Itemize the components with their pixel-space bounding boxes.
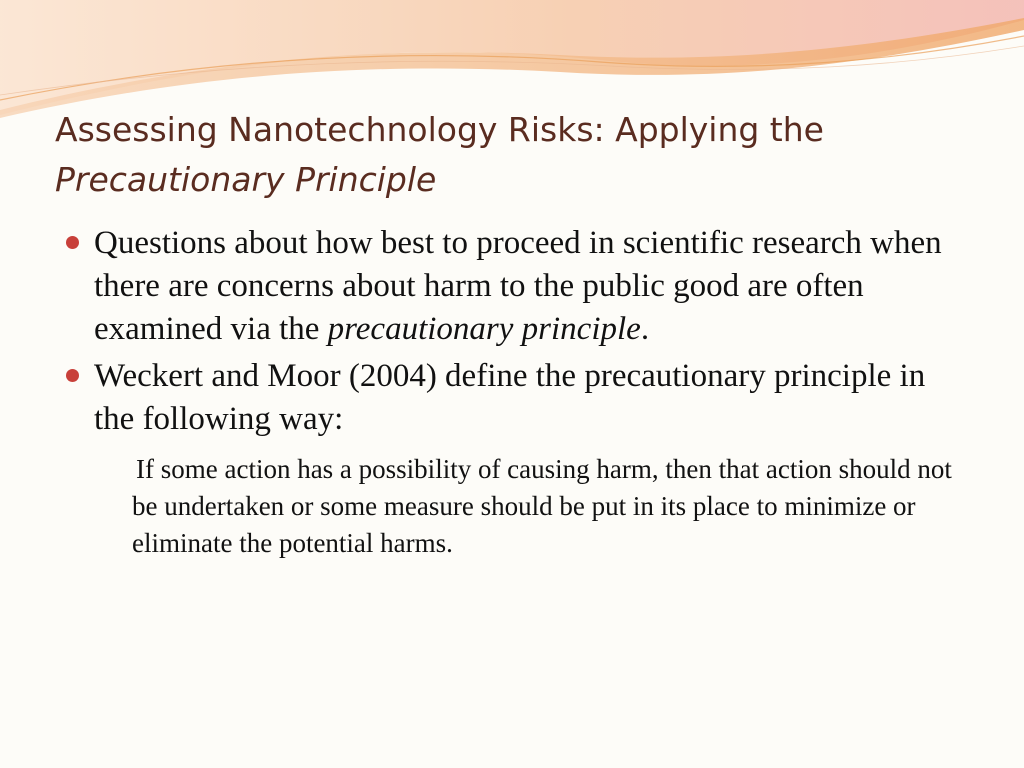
bullet-suffix: . — [640, 311, 650, 347]
slide-body — [64, 222, 964, 589]
bullet-text: Weckert and Moor (2004) define the precautionary principle in the following way: — [94, 358, 926, 437]
bullet-dot-icon — [66, 236, 79, 249]
definition-quote: If some action has a possibility of causing harm, then that action should not be undertaken or some measure should be put in its place to minimize or eliminate the potential harms. — [132, 454, 952, 558]
bullet-dot-icon — [66, 369, 79, 382]
bullet-text: Questions about how best to proceed in scientific research when there are concerns about harm to the public good are often examined via the — [94, 225, 942, 347]
bullet-emphasis: precautionary principle — [327, 311, 641, 347]
slide-title-line1: Assessing Nanotechnology Risks: Applying the — [55, 110, 824, 149]
slide-title-line2: Precautionary Principle — [55, 160, 437, 199]
bullet-item — [64, 355, 964, 441]
bullet-item — [64, 222, 964, 351]
slide-title — [55, 105, 995, 205]
